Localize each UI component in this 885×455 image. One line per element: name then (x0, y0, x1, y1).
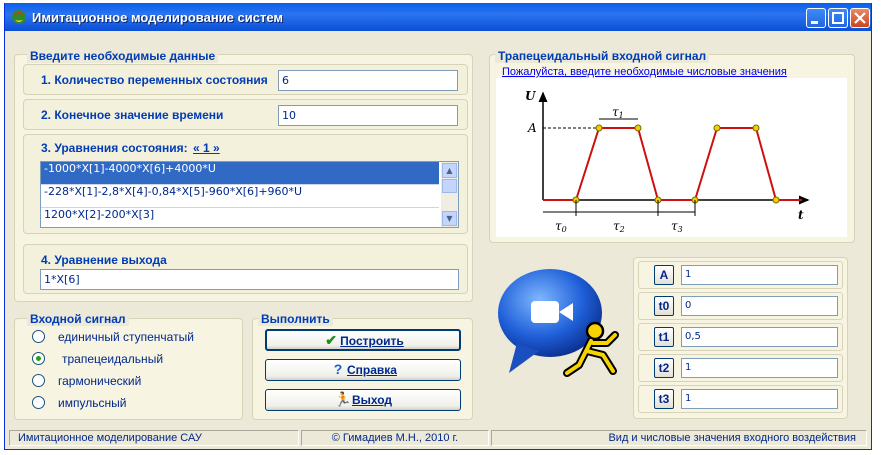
radio-label: гармонический (58, 374, 142, 388)
level-a-label: A (528, 121, 537, 135)
trapezoid-signal-svg (496, 78, 847, 237)
build-button[interactable] (265, 329, 461, 351)
radio-label: трапецеидальный (62, 352, 164, 366)
state-count-input[interactable]: 6 (278, 70, 458, 91)
param-row-t1 (638, 323, 843, 351)
window-title: Имитационное моделирование систем (32, 10, 284, 25)
axis-t-label: t (798, 208, 804, 222)
video-chat-logo (495, 261, 635, 401)
params-panel (633, 257, 848, 419)
equation-item[interactable]: 1200*X[2]-200*X[3] (44, 208, 155, 221)
trapezoid-legend: Трапецеидальный входной сигнал (495, 49, 709, 63)
help-label: Справка (347, 363, 397, 377)
equation-item[interactable]: -1000*X[1]-4000*X[6]+4000*U (41, 162, 439, 185)
param-row-t3 (638, 385, 843, 413)
end-time-label: 2. Конечное значение времени (41, 108, 224, 122)
input-data-legend: Введите необходимые данные (27, 49, 218, 63)
scroll-up-icon[interactable]: ▲ (442, 163, 457, 178)
param-t1-input[interactable]: 0,5 (681, 327, 838, 347)
exit-label: Выход (351, 393, 393, 407)
tau1-label: τ1 (612, 105, 624, 120)
equation-item[interactable]: -228*X[1]-2,8*X[4]-0,84*X[5]-960*X[6]+960*U (41, 185, 439, 208)
execute-legend: Выполнить (258, 312, 333, 326)
scroll-thumb[interactable] (442, 179, 457, 193)
status-right: Вид и числовые значения входного воздействия (491, 430, 867, 446)
trapezoid-diagram (496, 78, 847, 237)
param-a-input[interactable]: 1 (681, 265, 838, 285)
state-count-label: 1. Количество переменных состояния (41, 73, 268, 87)
close-icon (851, 9, 869, 27)
tau0-label: τ0 (555, 219, 567, 234)
tau3-label: τ3 (671, 219, 683, 234)
param-row-a (638, 261, 843, 289)
running-man-icon: 🏃 (334, 391, 352, 407)
radio-button-icon[interactable] (32, 374, 45, 387)
exit-button[interactable] (265, 389, 461, 411)
radio-label: единичный ступенчатый (58, 330, 194, 344)
equations-scrollbar[interactable] (441, 162, 458, 227)
client-area (5, 31, 871, 449)
radio-button-icon[interactable] (32, 396, 45, 409)
param-a-button[interactable]: A (654, 265, 674, 285)
maximize-button[interactable] (828, 8, 848, 28)
equations-page-link[interactable]: « 1 » (193, 141, 220, 155)
signal-point (773, 197, 779, 203)
param-t3-button[interactable]: t3 (654, 389, 674, 409)
app-window (4, 3, 872, 450)
param-t2-button[interactable]: t2 (654, 358, 674, 378)
equations-label: 3. Уравнения состояния: (41, 141, 188, 155)
camera-icon (531, 301, 559, 323)
output-eq-label: 4. Уравнение выхода (41, 253, 167, 267)
tau2-label: τ2 (613, 219, 625, 234)
radio-button-selected-icon[interactable] (32, 352, 45, 365)
radio-button-icon[interactable] (32, 330, 45, 343)
signal-point (596, 125, 602, 131)
status-left: Имитационное моделирование САУ (9, 430, 299, 446)
param-t3-input[interactable]: 1 (681, 389, 838, 409)
param-row-t0 (638, 292, 843, 320)
status-center: © Гимадиев М.Н., 2010 г. (301, 430, 489, 446)
trapezoid-hint-link[interactable]: Пожалуйста, введите необходимые числовые значения (502, 66, 787, 78)
axis-u-label: U (525, 89, 536, 103)
checkmark-icon: ✔ (325, 332, 338, 348)
input-signal-legend: Входной сигнал (27, 312, 129, 326)
signal-point (635, 125, 641, 131)
signal-curve (543, 128, 802, 200)
minimize-icon (807, 9, 825, 27)
param-t0-input[interactable]: 0 (681, 296, 838, 316)
param-t2-input[interactable]: 1 (681, 358, 838, 378)
equations-list[interactable] (40, 161, 459, 228)
signal-point (753, 125, 759, 131)
build-label: Построить (340, 334, 404, 348)
signal-points (573, 125, 779, 203)
end-time-input[interactable]: 10 (278, 105, 458, 126)
question-icon: ? (333, 361, 343, 377)
radio-label: импульсный (58, 396, 127, 410)
output-eq-input[interactable]: 1*X[6] (40, 269, 459, 290)
signal-point (714, 125, 720, 131)
close-button[interactable] (850, 8, 870, 28)
title-bar[interactable] (5, 3, 871, 31)
param-t0-button[interactable]: t0 (654, 296, 674, 316)
minimize-button[interactable] (806, 8, 826, 28)
param-row-t2 (638, 354, 843, 382)
maximize-icon (829, 9, 847, 27)
app-icon (11, 9, 27, 25)
help-button[interactable] (265, 359, 461, 381)
scroll-down-icon[interactable]: ▼ (442, 211, 457, 226)
param-t1-button[interactable]: t1 (654, 327, 674, 347)
